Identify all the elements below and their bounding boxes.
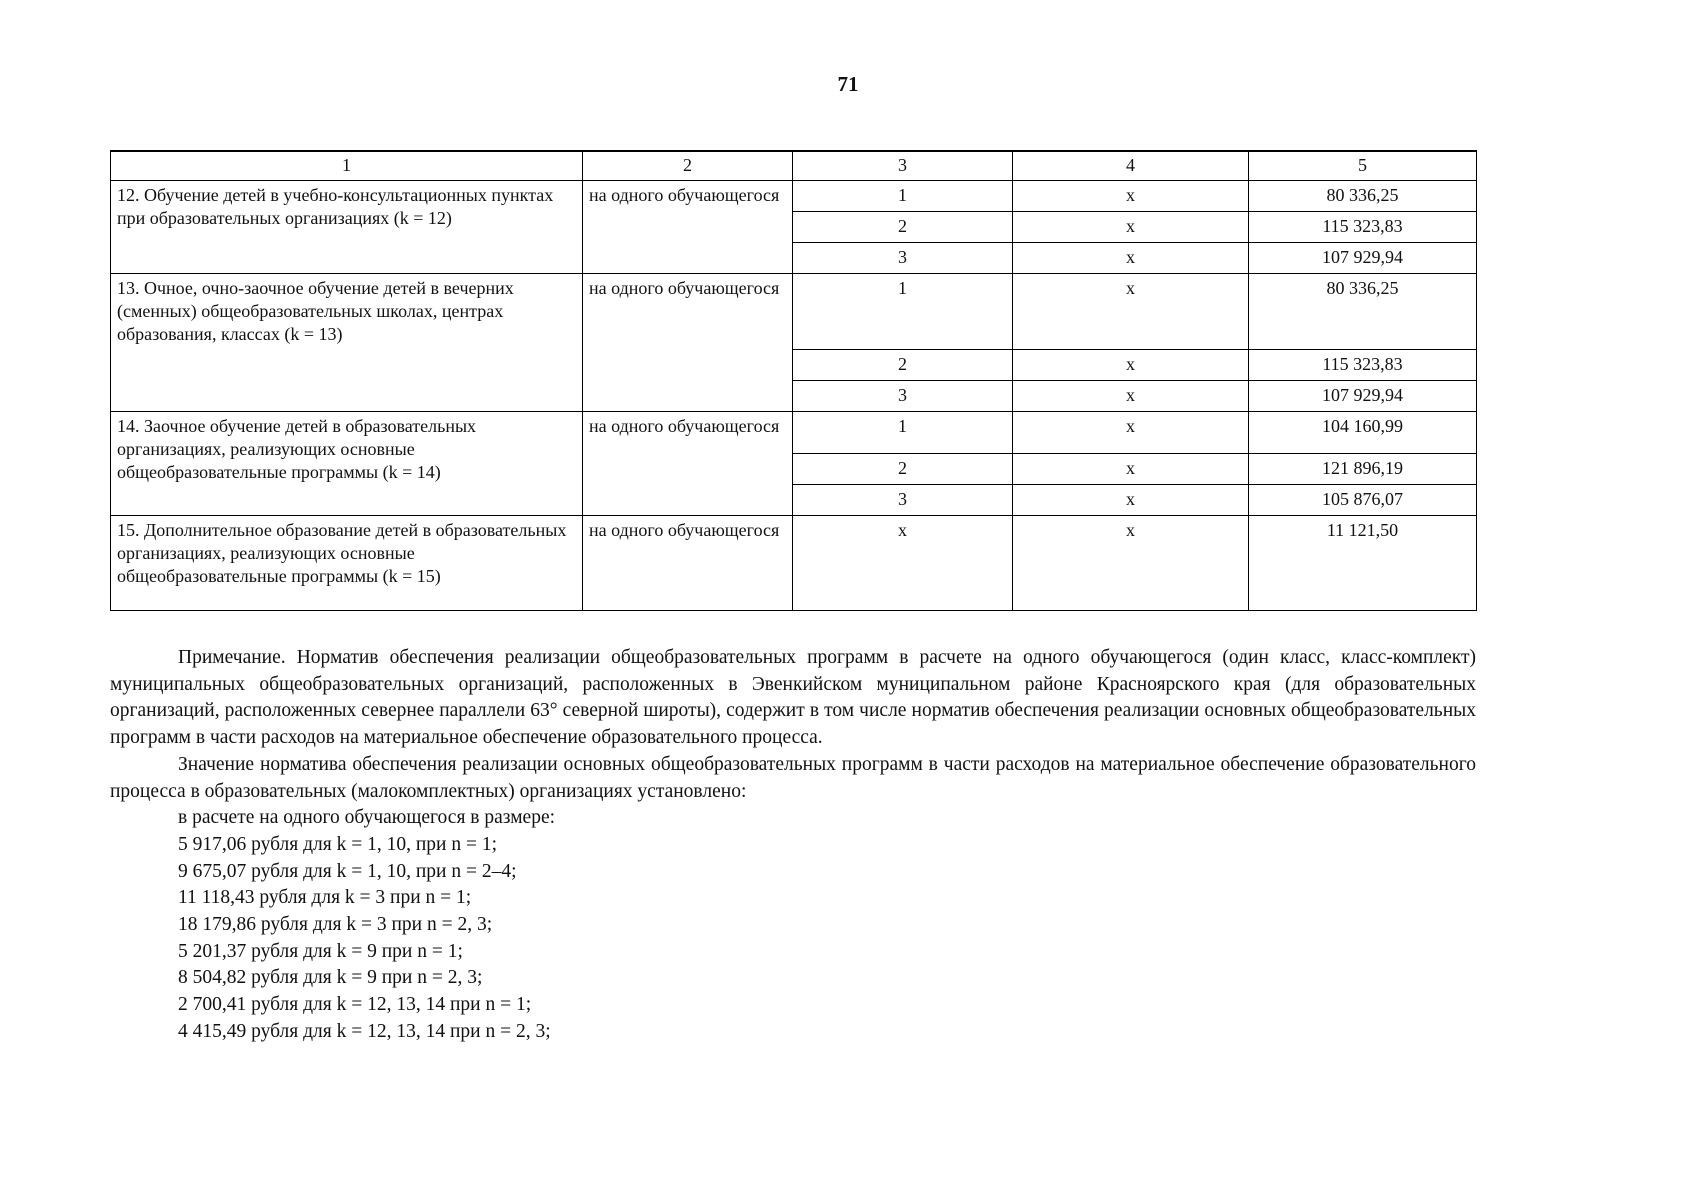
cell-value: 11 121,50	[1249, 516, 1477, 611]
row-unit-cell: на одного обучающегося	[583, 516, 793, 611]
column-header-1: 1	[111, 151, 583, 181]
row-unit-cell: на одного обучающегося	[583, 274, 793, 412]
cell-value: 115 323,83	[1249, 350, 1477, 381]
table-row	[111, 274, 1477, 350]
page-content	[110, 150, 1476, 1046]
cell-value: 80 336,25	[1249, 181, 1477, 212]
cell-n: х	[793, 516, 1013, 611]
value-line: 8 504,82 рубля для k = 9 при n = 2, 3;	[178, 967, 483, 989]
cell-mark: х	[1013, 381, 1249, 412]
value-line: 18 179,86 рубля для k = 3 при n = 2, 3;	[178, 914, 493, 936]
row-name-cell: 14. Заочное обучение детей в образовательных организациях, реализующих основные общеобразовательные программы (k = 14)	[111, 412, 583, 516]
row-name-cell: 13. Очное, очно-заочное обучение детей в вечерних (сменных) общеобразовательных школах, центрах образования, классах (k = 13)	[111, 274, 583, 412]
cell-n: 3	[793, 485, 1013, 516]
cell-mark: х	[1013, 350, 1249, 381]
norms-table	[110, 150, 1477, 611]
row-unit-cell: на одного обучающегося	[583, 412, 793, 516]
cell-n: 1	[793, 274, 1013, 350]
cell-value: 121 896,19	[1249, 454, 1477, 485]
value-line: 5 917,06 рубля для k = 1, 10, при n = 1;	[178, 833, 498, 855]
page-number: 71	[837, 72, 859, 96]
cell-value: 105 876,07	[1249, 485, 1477, 516]
value-line: 4 415,49 рубля для k = 12, 13, 14 при n = 2, 3;	[178, 1020, 551, 1042]
column-header-3: 3	[793, 151, 1013, 181]
column-header-4: 4	[1013, 151, 1249, 181]
cell-mark: х	[1013, 454, 1249, 485]
table-row	[111, 181, 1477, 212]
notes-section	[110, 645, 1476, 1046]
row-name-cell: 12. Обучение детей в учебно-консультационных пунктах при образовательных организациях (k = 12)	[111, 181, 583, 274]
table-row	[111, 516, 1477, 611]
cell-mark: х	[1013, 243, 1249, 274]
cell-mark: х	[1013, 412, 1249, 454]
values-list	[110, 832, 1476, 1046]
column-header-2: 2	[583, 151, 793, 181]
cell-n: 2	[793, 212, 1013, 243]
note-paragraph: Значение норматива обеспечения реализации основных общеобразовательных программ в части расходов на материальное обеспечение образовательного процесса в образовательных (малокомплектных) организациях установлено:	[110, 753, 1476, 802]
cell-value: 115 323,83	[1249, 212, 1477, 243]
cell-value: 80 336,25	[1249, 274, 1477, 350]
row-name-cell: 15. Дополнительное образование детей в образовательных организациях, реализующих основные общеобразовательные программы (k = 15)	[111, 516, 583, 611]
cell-mark: х	[1013, 212, 1249, 243]
note-paragraph: Примечание. Норматив обеспечения реализации общеобразовательных программ в расчете на одного обучающегося (один класс, класс-комплект) муниципальных общеобразовательных организаций, расположенных в Эвенкийском муниципальном районе Красноярского края (для образовательных организаций, расположенных севернее параллели 63° северной широты), содержит в том числе норматив обеспечения реализации основных общеобразовательных программ в части расходов на материальное обеспечение образовательного процесса.	[110, 647, 1476, 749]
cell-n: 3	[793, 381, 1013, 412]
value-line: 5 201,37 рубля для k = 9 при n = 1;	[178, 940, 463, 962]
cell-mark: х	[1013, 181, 1249, 212]
cell-n: 1	[793, 412, 1013, 454]
cell-mark: х	[1013, 274, 1249, 350]
table-header-row	[111, 151, 1477, 181]
cell-value: 104 160,99	[1249, 412, 1477, 454]
value-line: 9 675,07 рубля для k = 1, 10, при n = 2–4;	[178, 860, 517, 882]
cell-n: 3	[793, 243, 1013, 274]
cell-mark: х	[1013, 516, 1249, 611]
row-unit-cell: на одного обучающегося	[583, 181, 793, 274]
cell-n: 2	[793, 454, 1013, 485]
cell-mark: х	[1013, 485, 1249, 516]
value-line: 11 118,43 рубля для k = 3 при n = 1;	[178, 887, 472, 909]
value-line: 2 700,41 рубля для k = 12, 13, 14 при n = 1;	[178, 994, 532, 1016]
values-intro: в расчете на одного обучающегося в размере:	[178, 807, 556, 829]
cell-value: 107 929,94	[1249, 381, 1477, 412]
cell-value: 107 929,94	[1249, 243, 1477, 274]
column-header-5: 5	[1249, 151, 1477, 181]
table-row	[111, 412, 1477, 454]
cell-n: 1	[793, 181, 1013, 212]
cell-n: 2	[793, 350, 1013, 381]
